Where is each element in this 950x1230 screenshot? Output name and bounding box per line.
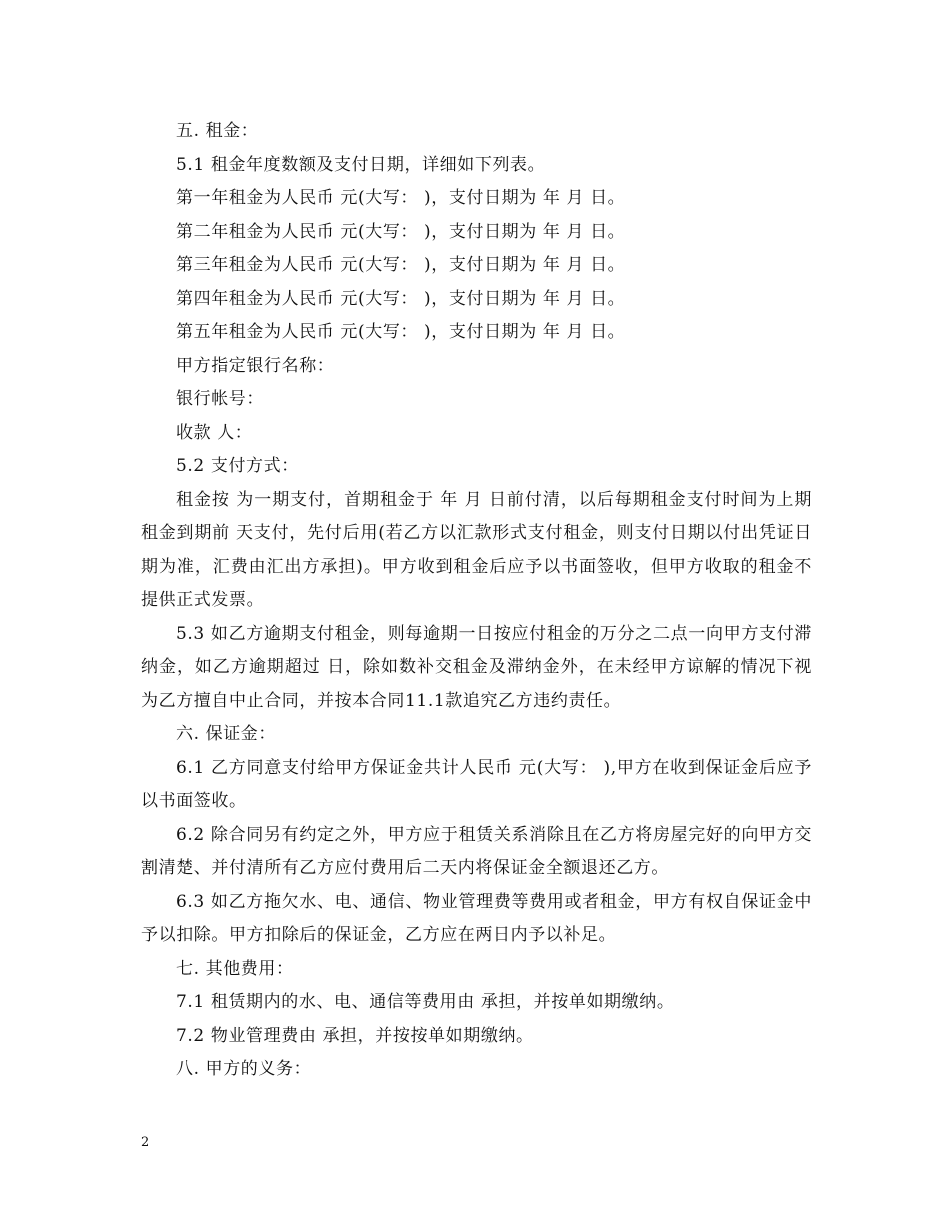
section-heading-rent: 五. 租金： (176, 121, 259, 141)
page-number: 2 (141, 1135, 150, 1150)
clause-6-2: 6.2 除合同另有约定之外，甲方应于租赁关系消除且在乙方将房屋完好的向甲方交割清楚、并付清所有乙方应付费用后二天内将保证金全额退还乙方。 (141, 824, 812, 878)
clause-7-2: 7.2 物业管理费由 承担，并按按单如期缴纳。 (176, 1025, 534, 1046)
rent-year-3: 第三年租金为人民币 元(大写： )，支付日期为 年 月 日。 (176, 255, 626, 275)
section-heading-other-fees: 七. 其他费用： (176, 958, 294, 979)
payment-method-paragraph: 租金按 为一期支付，首期租金于 年 月 日前付清，以后每期租金支付时间为上期租金到期前 天支付，先付后用(若乙方以汇款形式支付租金，则支付日期以付出凭证日期为准，汇费由汇出方承担)。甲方收到租金后应予以书面签收，但甲方收取的租金不提供正式发票。 (141, 489, 812, 610)
clause-5-2: 5.2 支付方式： (176, 456, 299, 476)
clause-7-1: 7.1 租赁期内的水、电、通信等费用由 承担，并按单如期缴纳。 (176, 992, 675, 1012)
rent-year-5: 第五年租金为人民币 元(大写： )，支付日期为 年 月 日。 (176, 322, 626, 342)
bank-account-line: 银行帐号： (176, 389, 264, 409)
rent-year-1: 第一年租金为人民币 元(大写： )，支付日期为 年 月 日。 (176, 188, 626, 208)
clause-5-1: 5.1 租金年度数额及支付日期，详细如下列表。 (176, 154, 546, 175)
payee-line: 收款 人： (176, 422, 253, 443)
clause-6-3: 6.3 如乙方拖欠水、电、通信、物业管理费等费用或者租金，甲方有权自保证金中予以扣除。甲方扣除后的保证金，乙方应在两日内予以补足。 (141, 891, 812, 945)
section-heading-party-a-duties: 八. 甲方的义务： (176, 1059, 312, 1079)
document-body (141, 115, 812, 1087)
rent-year-4: 第四年租金为人民币 元(大写： )，支付日期为 年 月 日。 (176, 288, 626, 309)
section-heading-deposit: 六. 保证金： (176, 724, 277, 744)
clause-6-1: 6.1 乙方同意支付给甲方保证金共计人民币 元(大写： ),甲方在收到保证金后应予以书面签收。 (141, 757, 812, 811)
rent-year-2: 第二年租金为人民币 元(大写： )，支付日期为 年 月 日。 (176, 221, 626, 242)
bank-name-line: 甲方指定银行名称： (176, 355, 335, 376)
clause-5-3: 5.3 如乙方逾期支付租金，则每逾期一日按应付租金的万分之二点一向甲方支付滞纳金，如乙方逾期超过 日，除如数补交租金及滞纳金外，在未经甲方谅解的情况下视为乙方擅自中止合同，并按本合同11.1款追究乙方违约责任。 (141, 623, 812, 711)
